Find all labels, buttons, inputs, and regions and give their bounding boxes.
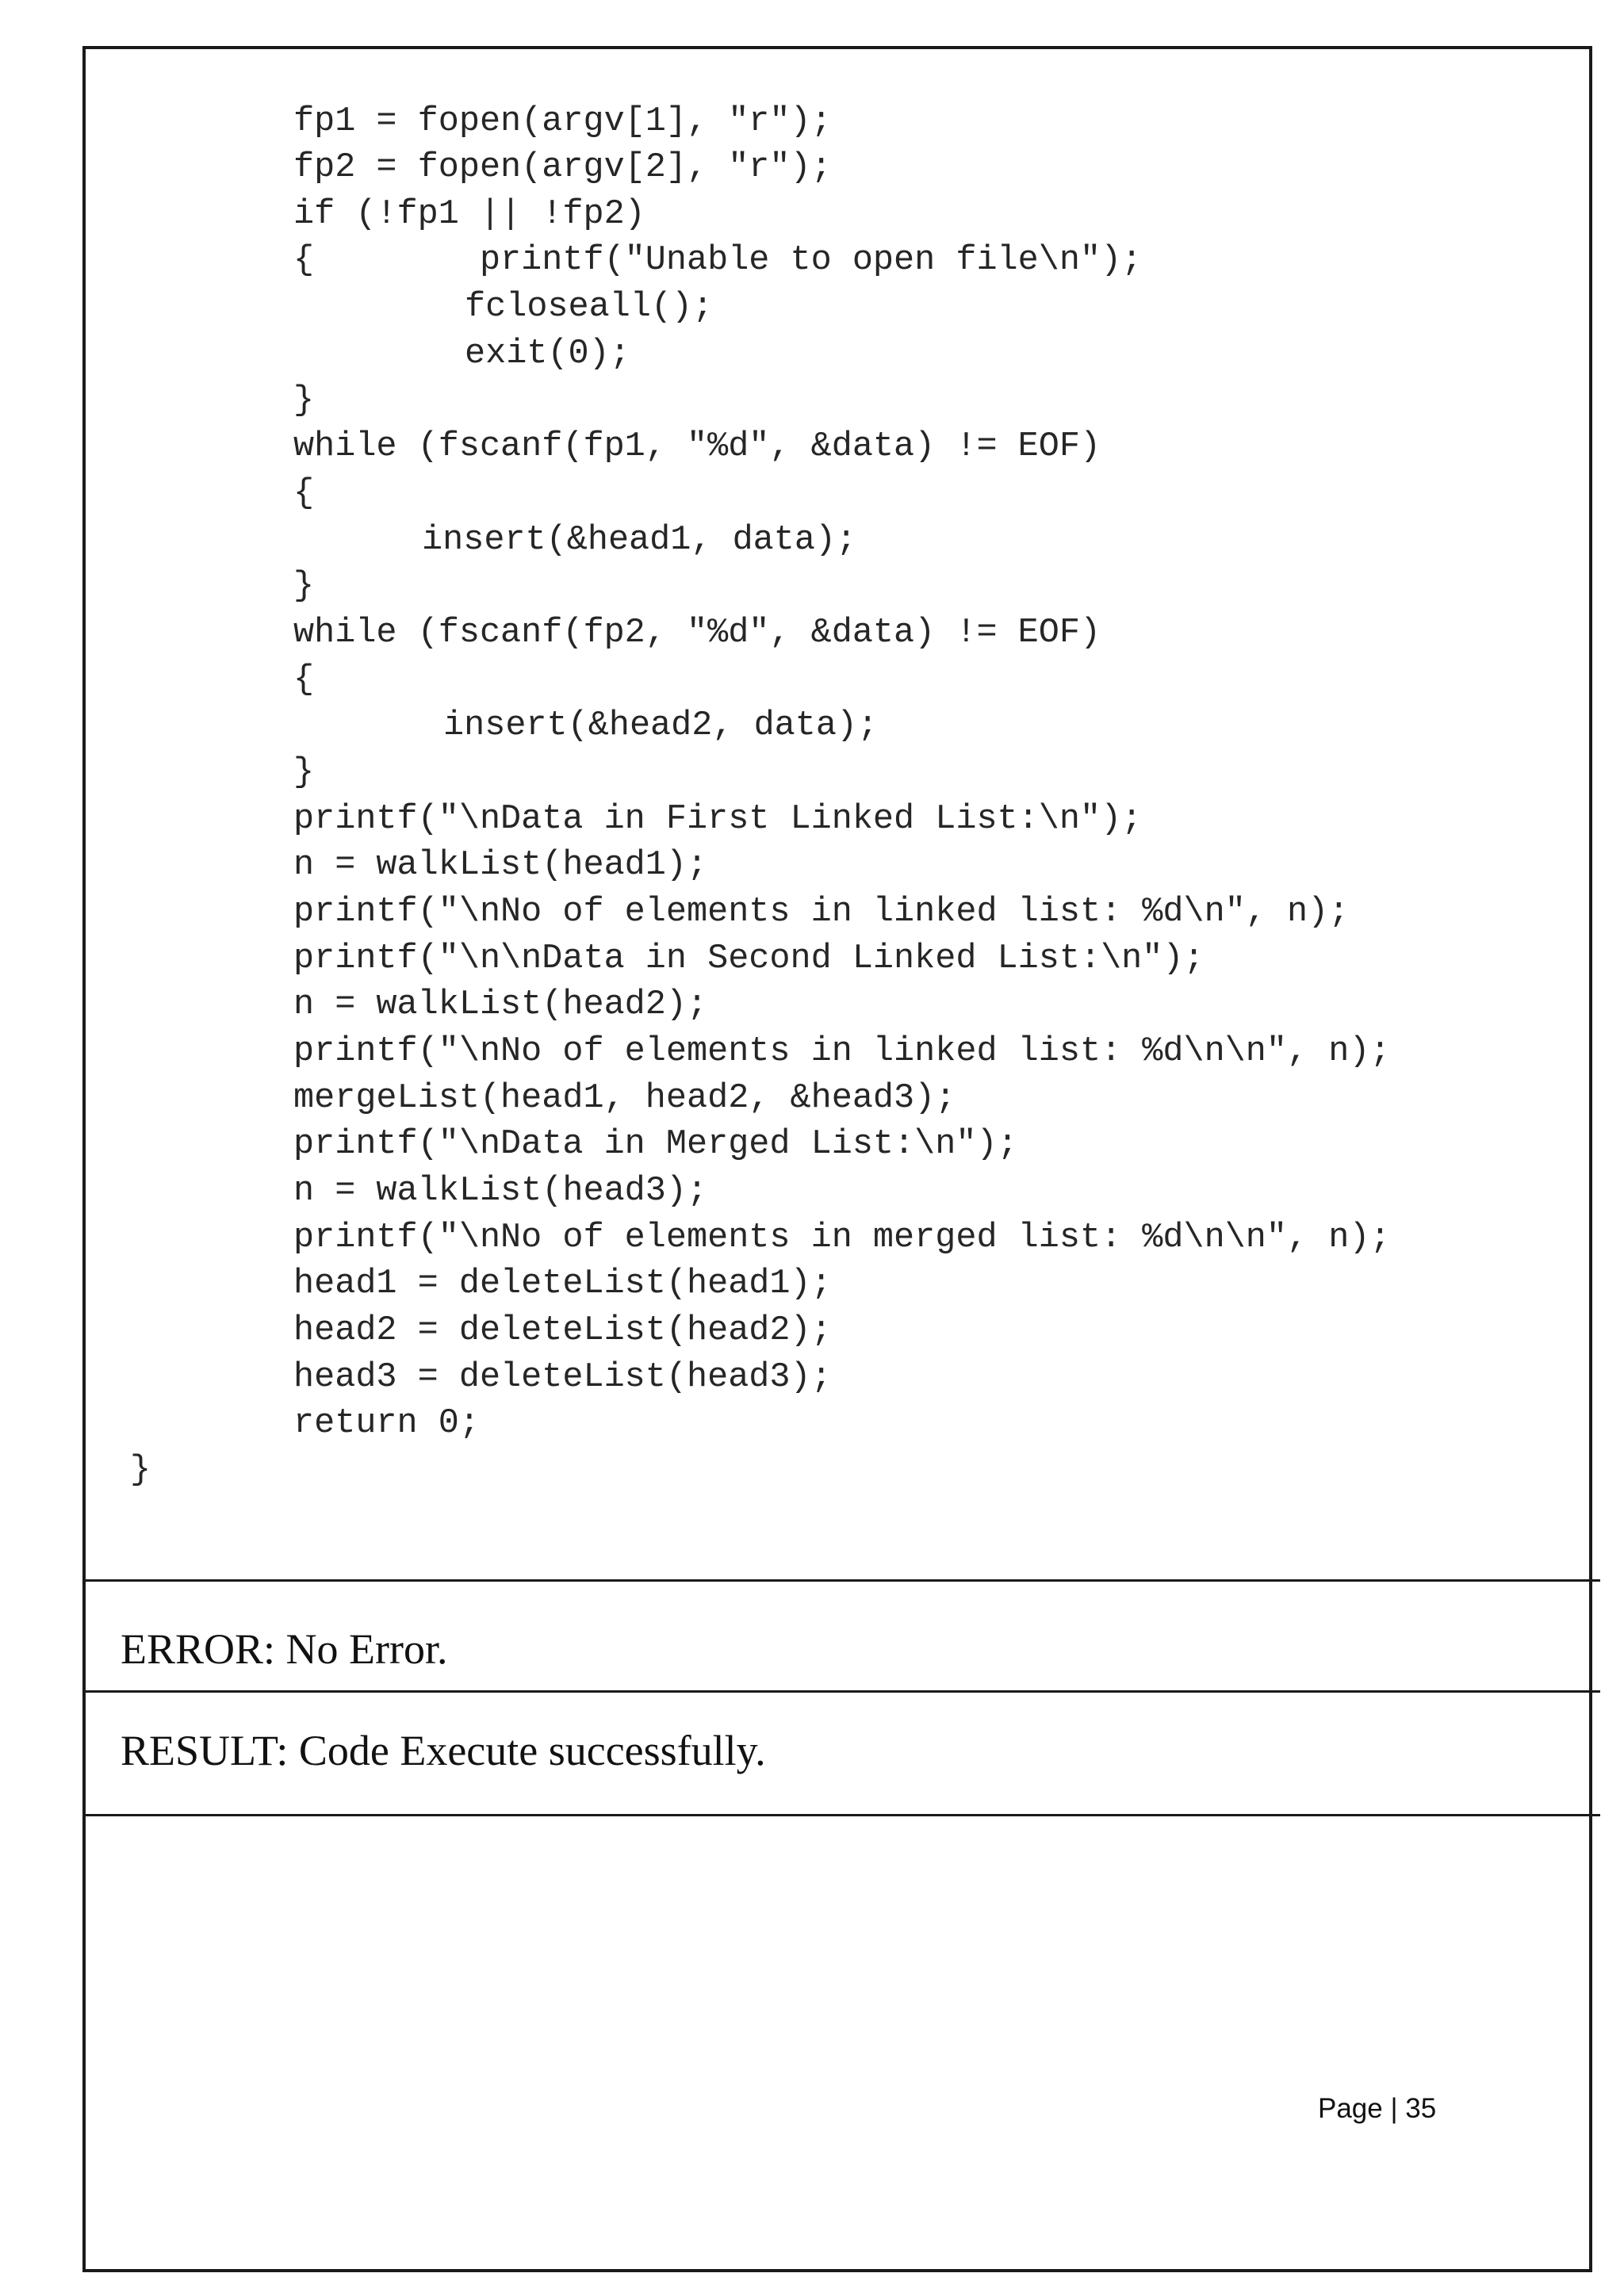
code-line: } [130, 1451, 151, 1490]
page-frame [82, 46, 1592, 2272]
code-line: fp2 = fopen(argv[2], "r"); [293, 148, 832, 187]
divider-below-result [86, 1814, 1600, 1816]
divider-above-result [86, 1690, 1600, 1693]
error-text: ERROR: No Error. [121, 1625, 448, 1673]
result-text: RESULT: Code Execute successfully. [121, 1727, 766, 1774]
code-line: head2 = deleteList(head2); [293, 1311, 832, 1350]
code-line: printf("\nData in Merged List:\n"); [293, 1125, 1018, 1164]
code-line: printf("\nNo of elements in linked list: %d\n\n", n); [293, 1032, 1391, 1071]
code-line: while (fscanf(fp2, "%d", &data) != EOF) [293, 614, 1101, 652]
code-line: while (fscanf(fp1, "%d", &data) != EOF) [293, 427, 1101, 466]
divider-above-error [86, 1579, 1600, 1582]
code-line: printf("\n\nData in Second Linked List:\n"); [293, 939, 1205, 978]
code-line: exit(0); [465, 335, 630, 373]
code-line: insert(&head2, data); [443, 706, 879, 745]
code-line: insert(&head1, data); [422, 521, 857, 560]
code-line: fcloseall(); [465, 288, 714, 327]
code-line: } [293, 753, 315, 792]
code-line: printf("\nData in First Linked List:\n"); [293, 800, 1143, 839]
code-line: n = walkList(head1); [293, 846, 708, 885]
code-line: return 0; [293, 1404, 480, 1443]
code-line: head3 = deleteList(head3); [293, 1358, 832, 1397]
code-line: mergeList(head1, head2, &head3); [293, 1079, 956, 1118]
code-line: if (!fp1 || !fp2) [293, 195, 645, 234]
code-line: n = walkList(head2); [293, 985, 708, 1024]
code-line: head1 = deleteList(head1); [293, 1265, 832, 1303]
code-line: printf("\nNo of elements in merged list: %d\n\n", n); [293, 1219, 1391, 1257]
code-line: } [293, 567, 315, 606]
code-line: } [293, 381, 315, 420]
code-line: { [293, 474, 315, 513]
code-line: printf("\nNo of elements in linked list: %d\n", n); [293, 893, 1350, 932]
code-line: { [293, 660, 315, 699]
code-line: { printf("Unable to open file\n"); [293, 241, 1143, 280]
code-line: n = walkList(head3); [293, 1172, 708, 1211]
code-line: fp1 = fopen(argv[1], "r"); [293, 102, 832, 141]
page-number: Page | 35 [1318, 2093, 1437, 2124]
